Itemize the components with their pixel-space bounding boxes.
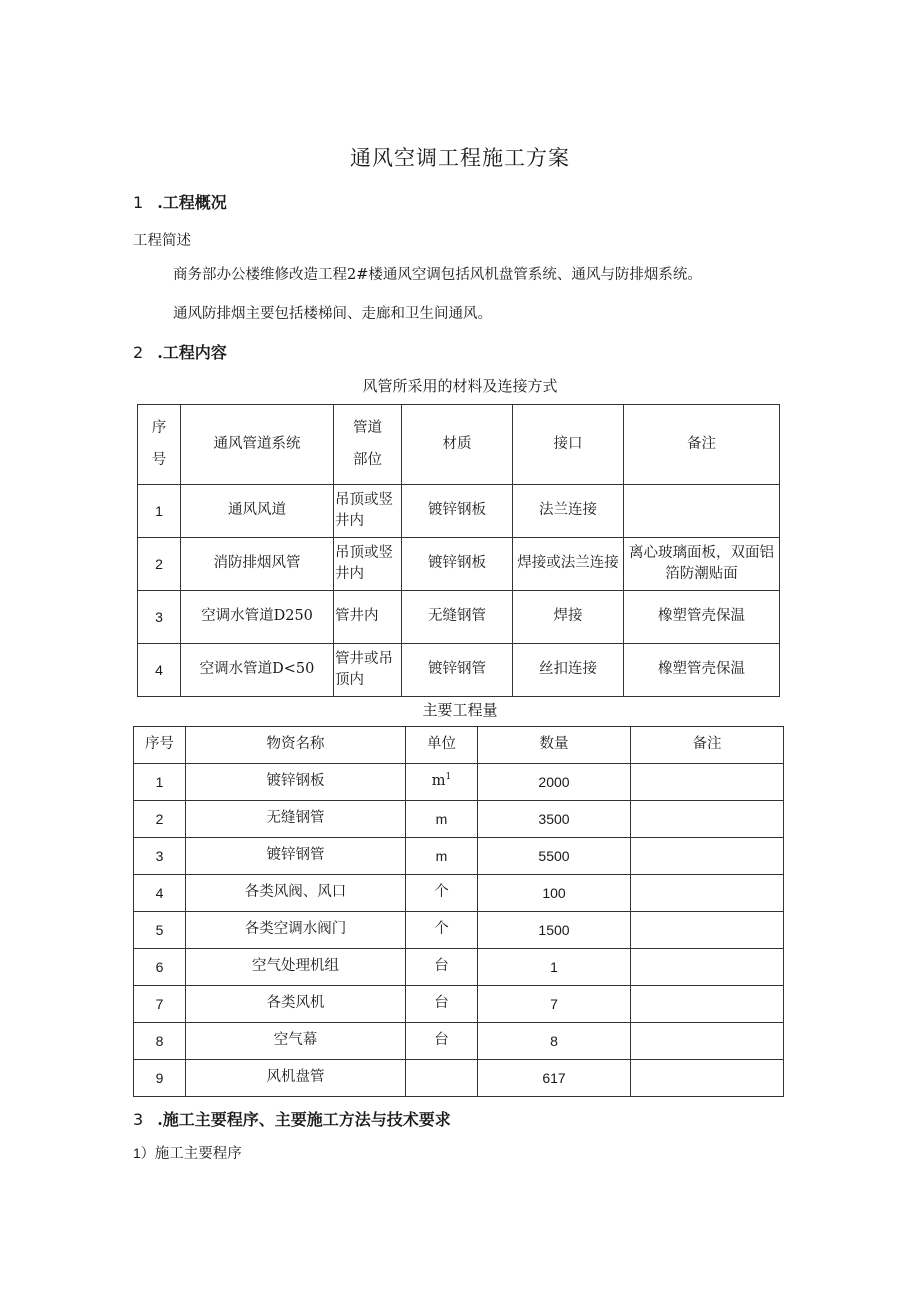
cell-qty: 1500 [478,912,631,949]
sub-heading-overview: 工程简述 [133,233,191,249]
cell-unit: m [406,838,478,875]
cell-seq: 6 [134,949,186,986]
cell-unit: 台 [406,1023,478,1060]
cell-name: 风机盘管 [186,1060,406,1097]
table-row [138,591,780,644]
section-1-heading [133,190,227,213]
cell-note [631,801,784,838]
cell-system: 空调水管道D250 [181,591,334,644]
table-row [134,838,784,875]
cell-unit: 个 [406,912,478,949]
cell-seq: 4 [138,644,181,697]
cell-joint: 焊接或法兰连接 [513,538,624,591]
cell-material: 镀锌钢板 [402,485,513,538]
cell-note [631,912,784,949]
table-row [138,644,780,697]
cell-seq: 3 [138,591,181,644]
section-2-title: .工程内容 [157,343,227,362]
cell-unit: m [406,801,478,838]
cell-name: 无缝钢管 [186,801,406,838]
section-1-number: 1 [133,193,144,212]
cell-joint: 焊接 [513,591,624,644]
table-row [134,801,784,838]
header-system: 通风管道系统 [181,405,334,485]
cell-seq: 4 [134,875,186,912]
header-qty: 数量 [478,727,631,764]
cell-note [631,838,784,875]
cell-note [631,949,784,986]
cell-seq: 5 [134,912,186,949]
cell-seq: 9 [134,1060,186,1097]
table-row [138,538,780,591]
cell-name: 各类风阀、风口 [186,875,406,912]
table-row [134,949,784,986]
cell-material: 无缝钢管 [402,591,513,644]
subsection-3-1-title: 施工主要程序 [154,1146,242,1162]
unit-superscript: 1 [445,772,452,783]
cell-name: 空气幕 [186,1023,406,1060]
unit-m: m [431,773,446,790]
paragraph-1: 商务部办公楼维修改造工程2#楼通风空调包括风机盘管系统、通风与防排烟系统。 [173,267,702,283]
cell-material: 镀锌钢板 [402,538,513,591]
table-row [134,1060,784,1097]
cell-seq: 8 [134,1023,186,1060]
cell-name: 各类风机 [186,986,406,1023]
section-3-title: .施工主要程序、主要施工方法与技术要求 [157,1110,451,1129]
header-note: 备注 [631,727,784,764]
paragraph-2: 通风防排烟主要包括楼梯间、走廊和卫生间通风。 [173,306,492,322]
header-joint: 接口 [513,405,624,485]
cell-qty: 5500 [478,838,631,875]
table-row [134,764,784,801]
cell-seq: 2 [134,801,186,838]
quantity-table [133,726,784,1097]
cell-joint: 法兰连接 [513,485,624,538]
cell-name: 镀锌钢板 [186,764,406,801]
cell-name: 镀锌钢管 [186,838,406,875]
section-2-number: 2 [133,343,144,362]
cell-seq: 1 [134,764,186,801]
cell-unit [406,764,478,801]
header-seq: 序 号 [138,405,181,485]
header-name: 物资名称 [186,727,406,764]
table-row [134,912,784,949]
subsection-3-1-number: 1） [133,1145,155,1161]
section-2-heading [133,340,227,363]
duct-material-table [137,404,780,697]
header-seq: 序号 [134,727,186,764]
cell-system: 消防排烟风管 [181,538,334,591]
cell-joint: 丝扣连接 [513,644,624,697]
cell-unit: 个 [406,875,478,912]
section-1-title: .工程概况 [157,193,227,212]
cell-part: 吊顶或竖井内 [334,485,402,538]
cell-note [631,1060,784,1097]
table-1-header-row [138,405,780,485]
cell-part: 管井或吊顶内 [334,644,402,697]
cell-note: 橡塑管壳保温 [624,644,780,697]
cell-seq: 3 [134,838,186,875]
cell-material: 镀锌钢管 [402,644,513,697]
cell-note: 离心玻璃面板，双面铝箔防潮贴面 [624,538,780,591]
table-row [134,986,784,1023]
table-2-header-row [134,727,784,764]
cell-seq: 2 [138,538,181,591]
cell-qty: 1 [478,949,631,986]
section-3-heading [133,1107,451,1130]
cell-part: 管井内 [334,591,402,644]
cell-note [631,986,784,1023]
section-3-number: 3 [133,1110,144,1129]
cell-qty: 2000 [478,764,631,801]
cell-qty: 100 [478,875,631,912]
table-1-caption: 风管所采用的材料及连接方式 [362,377,558,395]
cell-unit [406,1060,478,1097]
cell-note [624,485,780,538]
cell-seq: 7 [134,986,186,1023]
cell-qty: 8 [478,1023,631,1060]
cell-name: 空气处理机组 [186,949,406,986]
header-note: 备注 [624,405,780,485]
cell-name: 各类空调水阀门 [186,912,406,949]
cell-system: 通风风道 [181,485,334,538]
cell-seq: 1 [138,485,181,538]
header-material: 材质 [402,405,513,485]
cell-qty: 617 [478,1060,631,1097]
cell-part: 吊顶或竖井内 [334,538,402,591]
table-row [134,1023,784,1060]
table-row [134,875,784,912]
cell-note: 橡塑管壳保温 [624,591,780,644]
cell-note [631,875,784,912]
cell-qty: 7 [478,986,631,1023]
table-row [138,485,780,538]
page-title: 通风空调工程施工方案 [350,146,570,170]
cell-note [631,1023,784,1060]
cell-qty: 3500 [478,801,631,838]
cell-unit: 台 [406,986,478,1023]
subsection-3-1 [133,1142,242,1163]
cell-note [631,764,784,801]
cell-system: 空调水管道D<50 [181,644,334,697]
cell-unit: 台 [406,949,478,986]
header-unit: 单位 [406,727,478,764]
header-part: 管道 部位 [334,405,402,485]
table-2-caption: 主要工程量 [422,701,498,719]
